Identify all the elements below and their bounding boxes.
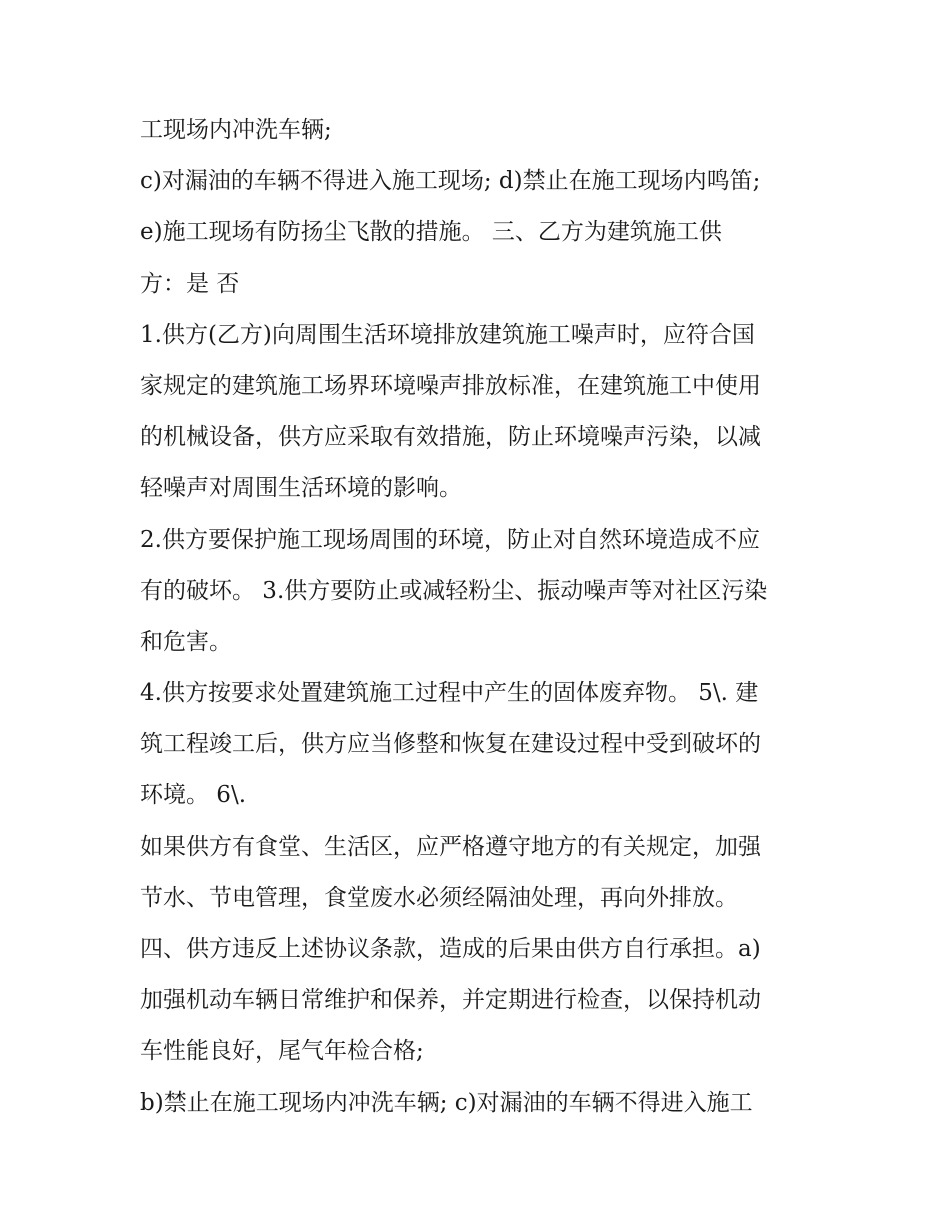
text-line: 4.供方按要求处置建筑施工过程中产生的固体废弃物。 5\. 建 xyxy=(140,680,759,707)
text-line: 方：是 否 xyxy=(140,270,240,297)
text-line: 的机械设备，供方应采取有效措施，防止环境噪声污染，以减 xyxy=(140,424,761,451)
text-line: 工现场内冲洗车辆; xyxy=(140,117,332,143)
text-line: 环境。 6\. xyxy=(140,782,247,809)
text-line: e)施工现场有防扬尘飞散的措施。 三、乙方为建筑施工供 xyxy=(140,219,722,246)
text-line: 四、供方违反上述协议条款，造成的后果由供方自行承担。a) xyxy=(140,936,761,962)
text-line: b)禁止在施工现场内冲洗车辆; c)对漏油的车辆不得进入施工 xyxy=(140,1089,753,1116)
text-line: 筑工程竣工后，供方应当修整和恢复在建设过程中受到破坏的 xyxy=(140,731,761,758)
text-line: 如果供方有食堂、生活区，应严格遵守地方的有关规定，加强 xyxy=(140,833,761,860)
text-line: 加强机动车辆日常维护和保养，并定期进行检查，以保持机动 xyxy=(140,987,761,1014)
text-line: 2.供方要保护施工现场周围的环境，防止对自然环境造成不应 xyxy=(140,526,760,553)
document-body xyxy=(140,105,820,1129)
text-line: c)对漏油的车辆不得进入施工现场; d)禁止在施工现场内鸣笛; xyxy=(140,168,761,195)
text-line: 有的破坏。 3.供方要防止或减轻粉尘、振动噪声等对社区污染 xyxy=(140,577,768,604)
text-line: 1.供方(乙方)向周围生活环境排放建筑施工噪声时，应符合国 xyxy=(140,321,755,348)
text-line: 节水、节电管理，食堂废水必须经隔油处理，再向外排放。 xyxy=(140,884,738,911)
text-line: 家规定的建筑施工场界环境噪声排放标准，在建筑施工中使用 xyxy=(140,372,761,399)
text-line: 车性能良好，尾气年检合格; xyxy=(140,1038,424,1065)
text-line: 轻噪声对周围生活环境的影响。 xyxy=(140,475,462,502)
text-line: 和危害。 xyxy=(140,628,232,655)
